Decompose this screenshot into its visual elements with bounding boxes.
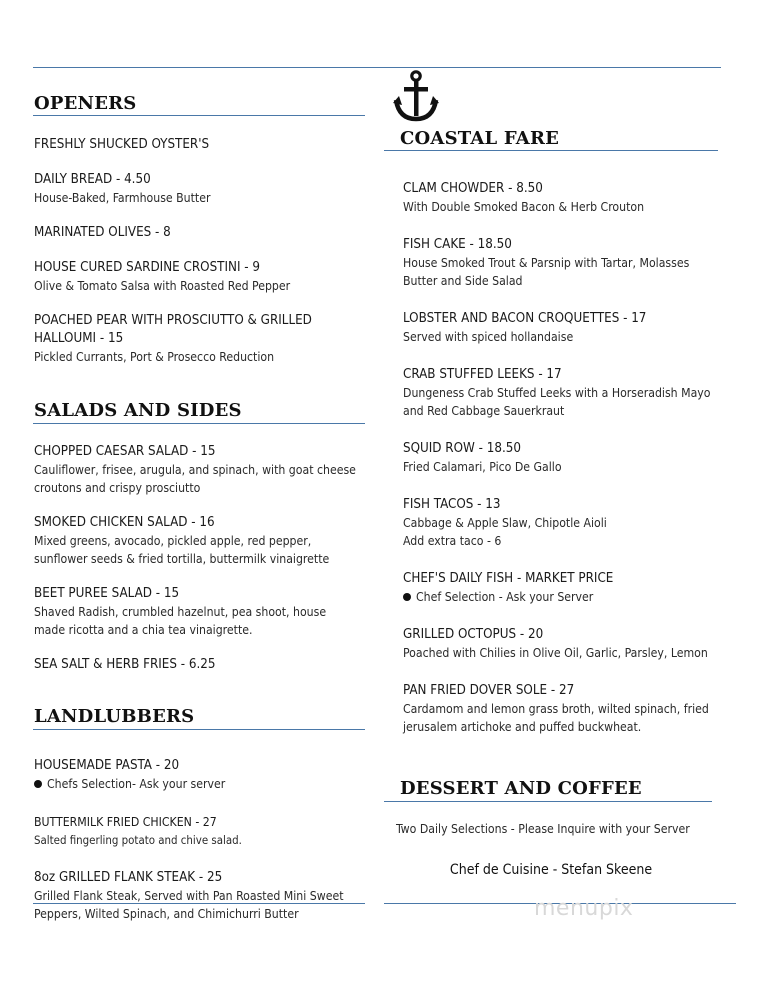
menu-item xyxy=(403,310,723,346)
item-title: CRAB STUFFED LEEKS - 17 xyxy=(403,367,562,382)
item-desc: Fried Calamari, Pico De Gallo xyxy=(403,460,562,474)
item-desc: Dungeness Crab Stuffed Leeks with a Horseradish Mayo and Red Cabbage Sauerkraut xyxy=(403,386,711,418)
coastal-rule xyxy=(384,150,718,151)
landlubbers-rule xyxy=(33,729,365,730)
item-desc-text: Chef Selection - Ask your Server xyxy=(416,590,594,604)
item-desc: House-Baked, Farmhouse Butter xyxy=(34,191,211,205)
top-rule xyxy=(33,67,721,68)
item-title: SMOKED CHICKEN SALAD - 16 xyxy=(34,515,215,530)
item-title: SEA SALT & HERB FRIES - 6.25 xyxy=(34,657,216,672)
menu-item xyxy=(34,514,364,568)
item-desc-text: Chefs Selection- Ask your server xyxy=(47,777,226,791)
coastal-list xyxy=(403,180,723,753)
salads-rule xyxy=(33,423,365,424)
item-title: FISH CAKE - 18.50 xyxy=(403,237,512,252)
item-title: CLAM CHOWDER - 8.50 xyxy=(403,181,543,196)
item-desc: Cauliflower, frisee, arugula, and spinach, with goat cheese croutons and crispy prosciutto xyxy=(34,463,356,495)
menu-item xyxy=(34,224,364,242)
item-title: BEET PUREE SALAD - 15 xyxy=(34,586,180,601)
item-title: BUTTERMILK FRIED CHICKEN - 27 xyxy=(34,815,217,829)
item-desc: Salted fingerling potato and chive salad. xyxy=(34,833,242,847)
dessert-desc: Two Daily Selections - Please Inquire with your Server xyxy=(396,822,690,836)
openers-heading: OPENERS xyxy=(34,93,137,114)
item-title: CHOPPED CAESAR SALAD - 15 xyxy=(34,444,216,459)
landlubbers-list xyxy=(34,757,364,940)
menu-item xyxy=(403,682,723,736)
item-title: FISH TACOS - 13 xyxy=(403,497,501,512)
bullet-icon xyxy=(403,593,411,601)
item-title: CHEF'S DAILY FISH - MARKET PRICE xyxy=(403,571,614,586)
bullet-icon xyxy=(34,780,42,788)
item-title: GRILLED OCTOPUS - 20 xyxy=(403,627,544,642)
item-desc: Cabbage & Apple Slaw, Chipotle Aioli xyxy=(403,516,607,530)
coastal-heading: COASTAL FARE xyxy=(400,128,560,149)
item-desc: With Double Smoked Bacon & Herb Crouton xyxy=(403,200,645,214)
item-desc: Olive & Tomato Salsa with Roasted Red Pepper xyxy=(34,279,291,293)
salads-heading: SALADS AND SIDES xyxy=(34,400,242,421)
menu-item xyxy=(403,366,723,420)
menu-item xyxy=(34,585,364,639)
item-desc xyxy=(34,775,364,793)
landlubbers-heading: LANDLUBBERS xyxy=(34,706,195,727)
chef-credit: Chef de Cuisine - Stefan Skeene xyxy=(449,862,653,878)
openers-list xyxy=(34,136,364,383)
watermark: menupix xyxy=(534,896,634,921)
menu-item xyxy=(34,813,364,849)
item-desc xyxy=(403,588,723,606)
menu-item xyxy=(403,440,723,476)
salads-list xyxy=(34,443,364,691)
item-title: SQUID ROW - 18.50 xyxy=(403,441,522,456)
menu-item xyxy=(34,136,364,154)
item-desc-extra: Add extra taco - 6 xyxy=(403,534,502,548)
anchor-icon xyxy=(393,70,439,122)
menu-item xyxy=(34,656,364,674)
bottom-rule-left xyxy=(33,903,365,904)
menu-item xyxy=(403,236,723,290)
menu-item xyxy=(34,171,364,207)
item-desc: Served with spiced hollandaise xyxy=(403,330,574,344)
item-desc: Shaved Radish, crumbled hazelnut, pea shoot, house made ricotta and a chia tea vinaigrette. xyxy=(34,605,327,637)
menu-item xyxy=(403,496,723,550)
item-desc: House Smoked Trout & Parsnip with Tartar, Molasses Butter and Side Salad xyxy=(403,256,690,288)
menu-item xyxy=(34,312,364,366)
menu-item xyxy=(403,626,723,662)
dessert-heading: DESSERT AND COFFEE xyxy=(400,778,642,799)
menu-item xyxy=(403,180,723,216)
item-title: HOUSE CURED SARDINE CROSTINI - 9 xyxy=(34,260,260,275)
item-title: HOUSEMADE PASTA - 20 xyxy=(34,758,180,773)
item-desc: Mixed greens, avocado, pickled apple, red pepper, sunflower seeds & fried tortilla, buttermilk vinaigrette xyxy=(34,534,330,566)
dessert-rule xyxy=(384,801,712,802)
item-title: LOBSTER AND BACON CROQUETTES - 17 xyxy=(403,311,647,326)
item-desc: Grilled Flank Steak, Served with Pan Roasted Mini Sweet Peppers, Wilted Spinach, and Chimichurri Butter xyxy=(34,889,344,921)
item-title: 8oz GRILLED FLANK STEAK - 25 xyxy=(34,870,223,885)
menu-item xyxy=(34,443,364,497)
item-title: PAN FRIED DOVER SOLE - 27 xyxy=(403,683,575,698)
item-title: MARINATED OLIVES - 8 xyxy=(34,225,171,240)
item-title: FRESHLY SHUCKED OYSTER'S xyxy=(34,137,210,152)
openers-rule xyxy=(33,115,365,116)
item-desc: Pickled Currants, Port & Prosecco Reduction xyxy=(34,350,275,364)
menu-item xyxy=(34,869,364,923)
item-desc: Cardamom and lemon grass broth, wilted spinach, fried jerusalem artichoke and puffed buckwheat. xyxy=(403,702,709,734)
item-title: POACHED PEAR WITH PROSCIUTTO & GRILLED HALLOUMI - 15 xyxy=(34,313,312,346)
menu-item xyxy=(34,259,364,295)
item-title: DAILY BREAD - 4.50 xyxy=(34,172,151,187)
menu-item xyxy=(34,757,364,793)
item-desc: Poached with Chilies in Olive Oil, Garlic, Parsley, Lemon xyxy=(403,646,708,660)
menu-item xyxy=(403,570,723,606)
